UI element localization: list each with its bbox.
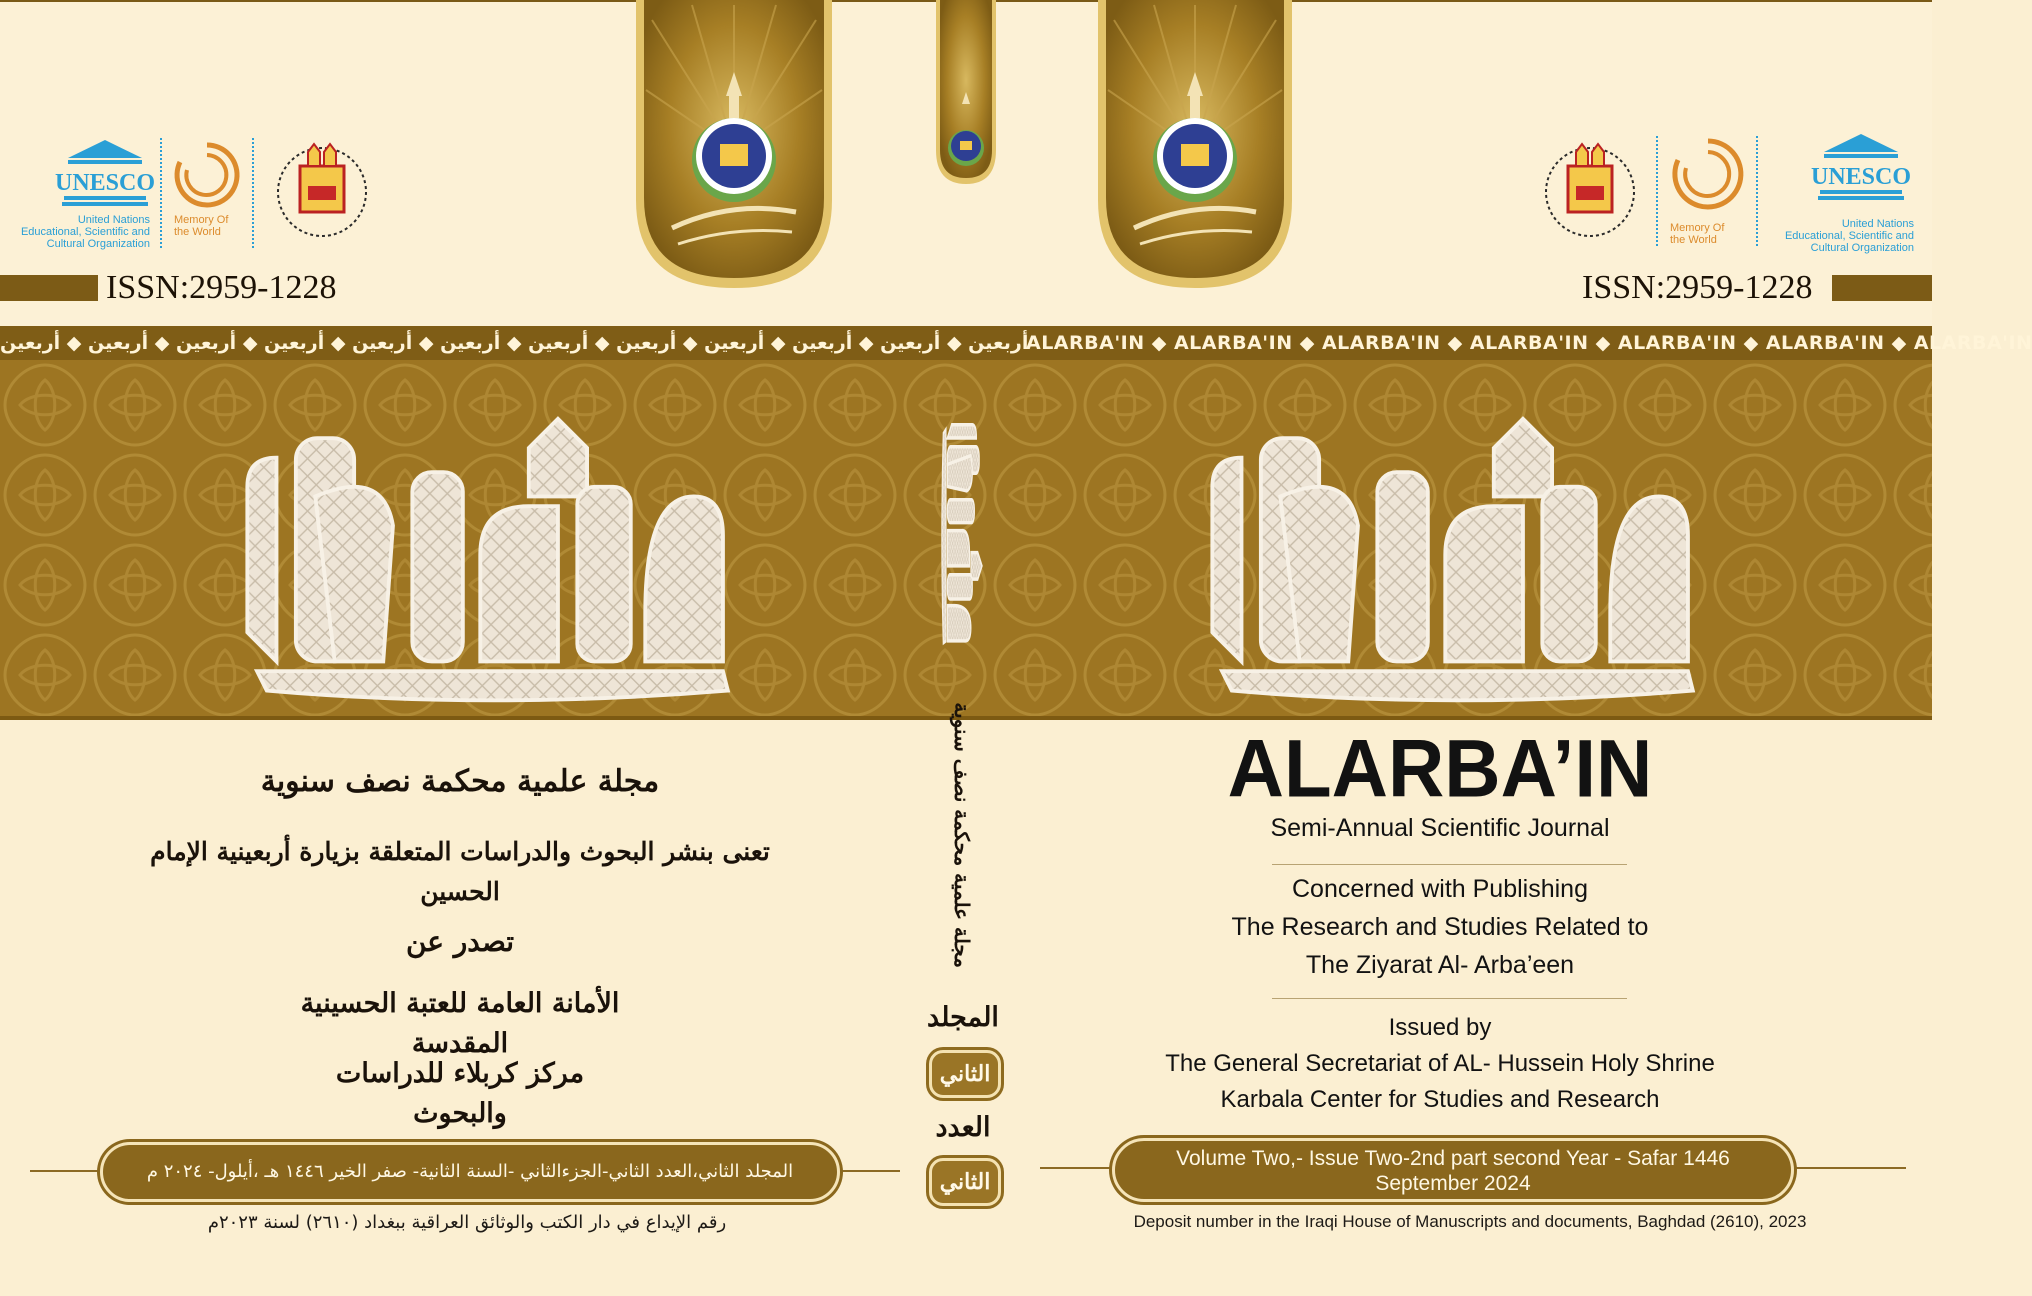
strip-word: أربعين	[528, 332, 589, 354]
ar-issuer-secretariat: الأمانة العامة للعتبة الحسينية المقدسة	[300, 988, 620, 1059]
spine-vertical-text-wrap	[930, 702, 994, 968]
shrine-seal-icon	[1540, 134, 1640, 248]
strip-word: أربعين	[0, 332, 61, 354]
filigree-right	[1790, 1167, 1906, 1169]
strip-word: أربعين	[968, 332, 1029, 354]
issn-right: ISSN:2959-1228	[1582, 269, 1813, 306]
concerned-block	[1150, 870, 1730, 984]
masthead-calligraphy-front	[1140, 380, 1770, 710]
unesco-caption-line: United Nations	[77, 214, 150, 226]
mow-caption-line: the World	[1670, 234, 1717, 246]
strip-word: ALARBA'IN	[1913, 332, 2032, 354]
filigree-left	[1040, 1167, 1110, 1169]
unesco-logo-text: UNESCO	[1810, 164, 1912, 190]
issn-bar-left	[0, 275, 98, 301]
title-strip-text	[0, 329, 2032, 357]
logo-divider	[252, 138, 254, 248]
ar-journal-scope: تعنى بنشر البحوث والدراسات المتعلقة بزيارة أربعينية الإمام الحسين	[150, 837, 770, 906]
strip-word: أربعين	[792, 332, 853, 354]
logo-divider	[1656, 136, 1658, 246]
medallion-tab-back	[632, 0, 836, 292]
shrine-seal-icon	[272, 134, 372, 248]
strip-word: أربعين	[88, 332, 149, 354]
unesco-caption-left	[10, 214, 150, 250]
unesco-caption-line: Educational, Scientific and	[20, 226, 150, 238]
memory-of-world-icon	[1670, 136, 1746, 212]
unesco-caption-line: United Nations	[1841, 218, 1914, 230]
logo-divider	[160, 138, 162, 248]
strip-arabic-pattern: أربعين ◆ أربعين ◆ أربعين ◆ أربعين ◆ أربعين ◆ أربعين ◆ أربعين ◆ أربعين ◆ أربعين ◆ أربعين ◆ أربعين ◆ أربعين	[0, 332, 1029, 354]
strip-word: ALARBA'IN	[1321, 332, 1441, 354]
unesco-logo-left	[54, 138, 156, 210]
volume-line: Volume Two,- Issue Two-2nd part second Year - Safar 1446	[1176, 1147, 1730, 1170]
medallion-tab-front	[1094, 0, 1296, 292]
mow-caption-line: Memory Of	[1670, 222, 1725, 234]
volume-pill-ar: المجلد الثاني،العدد الثاني-الجزءالثاني -السنة الثانية- صفر الخير ١٤٤٦ هـ ،أيلول- ٢٠٢٤ م	[100, 1142, 840, 1202]
deposit-number-en: Deposit number in the Iraqi House of Manuscripts and documents, Baghdad (2610), 2023	[1133, 1212, 1807, 1231]
concerned-line: The Ziyarat Al- Arba’een	[1305, 951, 1575, 979]
ar-issued-by-label: تصدر عن	[405, 925, 515, 958]
logo-divider	[1756, 136, 1758, 246]
masthead-band	[0, 360, 1932, 716]
deposit-number-ar: رقم الإيداع في دار الكتب والوثائق العراقية ببغداد (٢٦١٠) لسنة ٢٠٢٣م	[207, 1212, 727, 1233]
unesco-caption-line: Cultural Organization	[1810, 242, 1914, 254]
karbala-center-medallion-icon	[1094, 0, 1296, 292]
unesco-logo-text: UNESCO	[54, 170, 156, 196]
unesco-caption-line: Educational, Scientific and	[1784, 230, 1914, 242]
mow-caption-line: Memory Of	[174, 214, 229, 226]
strip-word: أربعين	[176, 332, 237, 354]
strip-word: أربعين	[616, 332, 677, 354]
spine-vertical-text: مجلة علمية محكمة نصف سنوية	[950, 702, 974, 968]
strip-word: أربعين	[264, 332, 325, 354]
spine-issue-label: العدد	[935, 1112, 991, 1143]
issn-bar-right	[1832, 275, 1932, 301]
divider-line	[1272, 864, 1627, 865]
divider-line	[1272, 998, 1627, 999]
secretariat-seal-left	[272, 134, 372, 248]
journal-subtitle: Semi-Annual Scientific Journal	[1270, 814, 1610, 842]
issued-by-label: Issued by	[1388, 1014, 1492, 1041]
karbala-center-medallion-icon	[934, 0, 998, 186]
strip-word: ALARBA'IN	[1617, 332, 1737, 354]
strip-word: ALARBA'IN	[1026, 332, 1145, 354]
concerned-line: The Research and Studies Related to	[1231, 913, 1649, 941]
ar-journal-description: مجلة علمية محكمة نصف سنوية	[260, 764, 660, 799]
spine-volume-value: الثاني	[929, 1050, 1001, 1098]
masthead-calligraphy-back	[175, 380, 805, 710]
medallion-tab-spine	[934, 0, 998, 186]
strip-word: أربعين	[440, 332, 501, 354]
unesco-temple-icon	[54, 138, 156, 206]
strip-word: ALARBA'IN	[1765, 332, 1885, 354]
unesco-caption-right	[1762, 218, 1914, 254]
strip-word: ALARBA'IN	[1469, 332, 1589, 354]
journal-title: ALARBA’IN	[1227, 721, 1653, 815]
volume-line: September 2024	[1375, 1172, 1531, 1195]
issued-by-block	[1110, 1010, 1770, 1118]
strip-word: أربعين	[352, 332, 413, 354]
memory-of-world-caption-right	[1670, 222, 1750, 246]
masthead-calligraphy-spine	[928, 460, 1000, 610]
memory-of-world-caption-left	[174, 214, 254, 238]
strip-word: أربعين	[880, 332, 941, 354]
strip-english-pattern: ALARBA'IN ◆ ALARBA'IN ◆ ALARBA'IN ◆ ALARBA'IN ◆ ALARBA'IN ◆ ALARBA'IN ◆ ALARBA'IN	[1026, 332, 2032, 354]
concerned-line: Concerned with Publishing	[1291, 875, 1588, 903]
unesco-logo-right	[1810, 132, 1912, 204]
filigree-left	[30, 1170, 100, 1172]
strip-word: أربعين	[704, 332, 765, 354]
issuer-line: The General Secretariat of AL- Hussein Holy Shrine	[1165, 1050, 1715, 1077]
spine-volume-label: المجلد	[927, 1002, 999, 1033]
issn-left: ISSN:2959-1228	[106, 269, 337, 306]
strip-word: ALARBA'IN	[1173, 332, 1293, 354]
filigree-right	[836, 1170, 900, 1172]
issuer-line: Karbala Center for Studies and Research	[1220, 1086, 1660, 1113]
volume-pill-en	[1112, 1138, 1794, 1202]
karbala-center-medallion-icon	[632, 0, 836, 292]
memory-of-world-icon	[172, 140, 242, 210]
mow-caption-line: the World	[174, 226, 221, 238]
unesco-caption-line: Cultural Organization	[46, 238, 150, 250]
unesco-temple-icon	[1810, 132, 1912, 200]
spine-issue-value: الثاني	[929, 1158, 1001, 1206]
ar-issuer-center: مركز كربلاء للدراسات والبحوث	[335, 1058, 585, 1129]
secretariat-seal-right	[1540, 134, 1640, 248]
